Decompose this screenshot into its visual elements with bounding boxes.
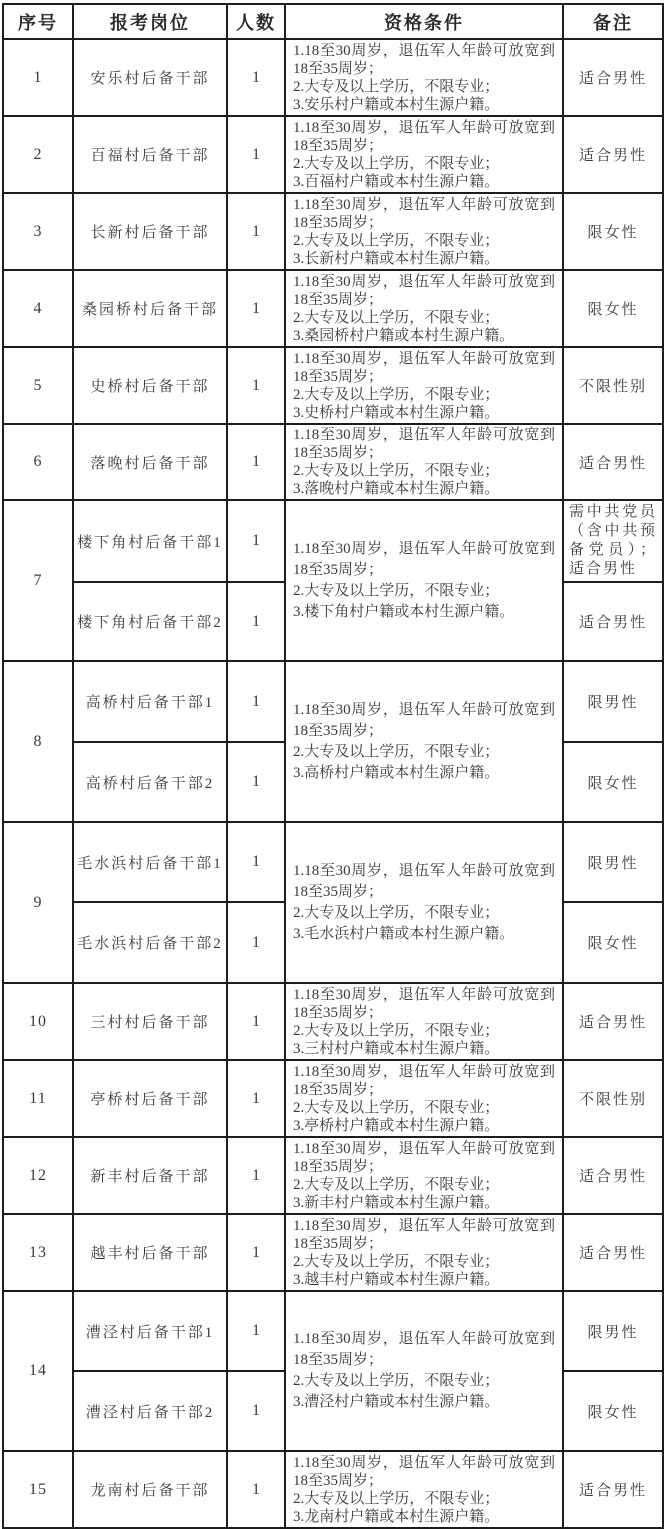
row-number: 12 [3, 1137, 73, 1214]
qualification-cell [285, 270, 563, 347]
table-row [3, 116, 663, 193]
qualification-cell [285, 39, 563, 116]
qualification-line: 1.18至30周岁，退伍军人年龄可放宽到18至35周岁； [293, 427, 555, 461]
row-number: 8 [3, 661, 73, 822]
table-row [3, 1137, 663, 1214]
table-row [3, 1451, 663, 1528]
qualification-line: 2.大专及以上学历，不限专业； [293, 1373, 500, 1389]
table-row [3, 1214, 663, 1291]
count-cell: 1 [227, 1451, 285, 1528]
remark-cell: 需中共党员（含中共预备党员）；适合男性 [563, 500, 663, 582]
qualification-cell [285, 193, 563, 270]
qualification-line: 1.18至30周岁，退伍军人年龄可放宽到18至35周岁； [293, 1331, 555, 1368]
remark-cell: 适合男性 [563, 1137, 663, 1214]
count-cell: 1 [227, 500, 285, 582]
qualification-line: 1.18至30周岁，退伍军人年龄可放宽到18至35周岁； [293, 273, 555, 308]
qualification-cell [285, 424, 563, 500]
qualification-cell [285, 347, 563, 424]
row-number: 1 [3, 39, 73, 116]
remark-cell: 适合男性 [563, 582, 663, 661]
row-number: 7 [3, 500, 73, 661]
qualification-line: 1.18至30周岁，退伍军人年龄可放宽到18至35周岁； [293, 1140, 555, 1175]
remark-cell: 限女性 [563, 1371, 663, 1451]
remark-cell: 适合男性 [563, 1451, 663, 1528]
row-number: 10 [3, 983, 73, 1060]
count-cell: 1 [227, 661, 285, 742]
count-cell: 1 [227, 116, 285, 193]
qualification-line: 3.毛水浜村户籍或本村生源户籍。 [293, 925, 515, 942]
count-cell: 1 [227, 424, 285, 500]
remark-cell: 适合男性 [563, 1214, 663, 1291]
qualification-line: 1.18至30周岁，退伍军人年龄可放宽到18至35周岁； [293, 1063, 555, 1098]
qualification-line: 1.18至30周岁，退伍军人年龄可放宽到18至35周岁； [293, 1217, 555, 1252]
remark-cell: 限男性 [563, 822, 663, 902]
qualification-cell [285, 1060, 563, 1137]
count-cell: 1 [227, 270, 285, 347]
qualification-line: 3.桑园桥村户籍或本村生源户籍。 [293, 327, 515, 344]
count-cell: 1 [227, 1060, 285, 1137]
qualification-line: 2.大专及以上学历，不限专业； [293, 1490, 500, 1507]
row-number: 6 [3, 424, 73, 500]
remark-cell: 适合男性 [563, 424, 663, 500]
row-number: 11 [3, 1060, 73, 1137]
qualification-line: 2.大专及以上学历，不限专业； [293, 1099, 500, 1116]
qualification-line: 3.安乐村户籍或本村生源户籍。 [293, 96, 500, 113]
qualification-cell [285, 1137, 563, 1214]
qualification-cell [285, 116, 563, 193]
table-row [3, 270, 663, 347]
count-cell: 1 [227, 902, 285, 983]
table-row [3, 500, 663, 582]
qualification-line: 3.三村村户籍或本村生源户籍。 [293, 1040, 500, 1057]
position-cell: 漕泾村后备干部2 [73, 1371, 227, 1451]
qualification-line: 3.龙南村户籍或本村生源户籍。 [293, 1508, 500, 1525]
count-cell: 1 [227, 347, 285, 424]
remark-cell: 限女性 [563, 270, 663, 347]
qualification-line: 2.大专及以上学历，不限专业； [293, 309, 500, 326]
qualification-line: 1.18至30周岁，退伍军人年龄可放宽到18至35周岁； [293, 701, 555, 739]
row-number: 3 [3, 193, 73, 270]
qualification-line: 2.大专及以上学历，不限专业； [293, 386, 500, 403]
qualification-cell [285, 822, 563, 983]
position-cell: 越丰村后备干部 [73, 1214, 227, 1291]
qualification-line: 2.大专及以上学历，不限专业； [293, 1176, 500, 1193]
qualification-line: 1.18至30周岁，退伍军人年龄可放宽到18至35周岁； [293, 42, 555, 77]
recruitment-table [2, 3, 664, 1529]
position-cell: 长新村后备干部 [73, 193, 227, 270]
count-cell: 1 [227, 1137, 285, 1214]
qualification-line: 1.18至30周岁，退伍军人年龄可放宽到18至35周岁； [293, 119, 555, 154]
qualification-line: 3.楼下角村户籍或本村生源户籍。 [293, 603, 515, 620]
position-cell: 新丰村后备干部 [73, 1137, 227, 1214]
position-cell: 史桥村后备干部 [73, 347, 227, 424]
position-cell: 漕泾村后备干部1 [73, 1291, 227, 1371]
position-cell: 毛水浜村后备干部1 [73, 822, 227, 902]
remark-cell: 限女性 [563, 902, 663, 983]
count-cell: 1 [227, 193, 285, 270]
position-cell: 楼下角村后备干部2 [73, 582, 227, 661]
position-cell: 高桥村后备干部1 [73, 661, 227, 742]
remark-cell: 不限性别 [563, 1060, 663, 1137]
header-row [3, 4, 663, 39]
row-number: 13 [3, 1214, 73, 1291]
qualification-line: 2.大专及以上学历，不限专业； [293, 78, 500, 95]
table-row [3, 661, 663, 742]
remark-cell: 不限性别 [563, 347, 663, 424]
qualification-line: 1.18至30周岁，退伍军人年龄可放宽到18至35周岁； [293, 1454, 555, 1489]
qualification-cell [285, 1451, 563, 1528]
qualification-line: 2.大专及以上学历，不限专业； [293, 582, 500, 599]
count-cell: 1 [227, 1291, 285, 1371]
qualification-line: 3.亭桥村户籍或本村生源户籍。 [293, 1117, 500, 1134]
position-cell: 楼下角村后备干部1 [73, 500, 227, 582]
qualification-cell [285, 983, 563, 1060]
table-row [3, 39, 663, 116]
table-row [3, 822, 663, 902]
qualification-line: 1.18至30周岁，退伍军人年龄可放宽到18至35周岁； [293, 350, 555, 385]
count-cell: 1 [227, 1214, 285, 1291]
table-row [3, 347, 663, 424]
header-cell-remark: 备注 [563, 4, 663, 39]
qualification-line: 3.越丰村户籍或本村生源户籍。 [293, 1271, 500, 1288]
position-cell: 百福村后备干部 [73, 116, 227, 193]
row-number: 5 [3, 347, 73, 424]
qualification-line: 3.长新村户籍或本村生源户籍。 [293, 250, 500, 267]
row-number: 15 [3, 1451, 73, 1528]
remark-cell: 限男性 [563, 661, 663, 742]
remark-cell: 适合男性 [563, 983, 663, 1060]
header-cell-position: 报考岗位 [73, 4, 227, 39]
qualification-cell [285, 1291, 563, 1451]
remark-cell: 适合男性 [563, 116, 663, 193]
qualification-line: 3.史桥村户籍或本村生源户籍。 [293, 404, 500, 421]
qualification-line: 3.百福村户籍或本村生源户籍。 [293, 173, 500, 190]
qualification-line: 3.高桥村户籍或本村生源户籍。 [293, 764, 500, 781]
count-cell: 1 [227, 582, 285, 661]
count-cell: 1 [227, 1371, 285, 1451]
position-cell: 龙南村后备干部 [73, 1451, 227, 1528]
qualification-line: 1.18至30周岁，退伍军人年龄可放宽到18至35周岁； [293, 986, 555, 1021]
table-row [3, 424, 663, 500]
count-cell: 1 [227, 983, 285, 1060]
count-cell: 1 [227, 742, 285, 822]
qualification-line: 2.大专及以上学历，不限专业； [293, 232, 500, 249]
position-cell: 高桥村后备干部2 [73, 742, 227, 822]
qualification-line: 3.漕泾村户籍或本村生源户籍。 [293, 1394, 500, 1410]
remark-cell: 限女性 [563, 193, 663, 270]
remark-cell: 限女性 [563, 742, 663, 822]
row-number: 4 [3, 270, 73, 347]
count-cell: 1 [227, 39, 285, 116]
table-row [3, 1291, 663, 1371]
position-cell: 亭桥村后备干部 [73, 1060, 227, 1137]
qualification-line: 3.新丰村户籍或本村生源户籍。 [293, 1194, 500, 1211]
position-cell: 三村村后备干部 [73, 983, 227, 1060]
qualification-cell [285, 500, 563, 661]
qualification-line: 2.大专及以上学历，不限专业； [293, 1253, 500, 1270]
position-cell: 桑园桥村后备干部 [73, 270, 227, 347]
qualification-line: 1.18至30周岁，退伍军人年龄可放宽到18至35周岁； [293, 862, 555, 900]
header-cell-count: 人数 [227, 4, 285, 39]
qualification-line: 2.大专及以上学历，不限专业； [293, 463, 500, 479]
header-cell-no: 序号 [3, 4, 73, 39]
qualification-cell [285, 661, 563, 822]
remark-cell: 限男性 [563, 1291, 663, 1371]
row-number: 14 [3, 1291, 73, 1451]
qualification-line: 2.大专及以上学历，不限专业； [293, 1022, 500, 1039]
qualification-line: 1.18至30周岁，退伍军人年龄可放宽到18至35周岁； [293, 196, 555, 231]
row-number: 2 [3, 116, 73, 193]
header-cell-qualification: 资格条件 [285, 4, 563, 39]
qualification-line: 2.大专及以上学历，不限专业； [293, 743, 500, 760]
remark-cell: 适合男性 [563, 39, 663, 116]
position-cell: 安乐村后备干部 [73, 39, 227, 116]
qualification-line: 2.大专及以上学历，不限专业； [293, 155, 500, 172]
qualification-line: 2.大专及以上学历，不限专业； [293, 904, 500, 921]
qualification-cell [285, 1214, 563, 1291]
table-row [3, 983, 663, 1060]
qualification-line: 1.18至30周岁，退伍军人年龄可放宽到18至35周岁； [293, 540, 555, 578]
position-cell: 毛水浜村后备干部2 [73, 902, 227, 983]
position-cell: 落晚村后备干部 [73, 424, 227, 500]
row-number: 9 [3, 822, 73, 983]
qualification-line: 3.落晚村户籍或本村生源户籍。 [293, 481, 500, 497]
table-row [3, 193, 663, 270]
count-cell: 1 [227, 822, 285, 902]
table-row [3, 1060, 663, 1137]
